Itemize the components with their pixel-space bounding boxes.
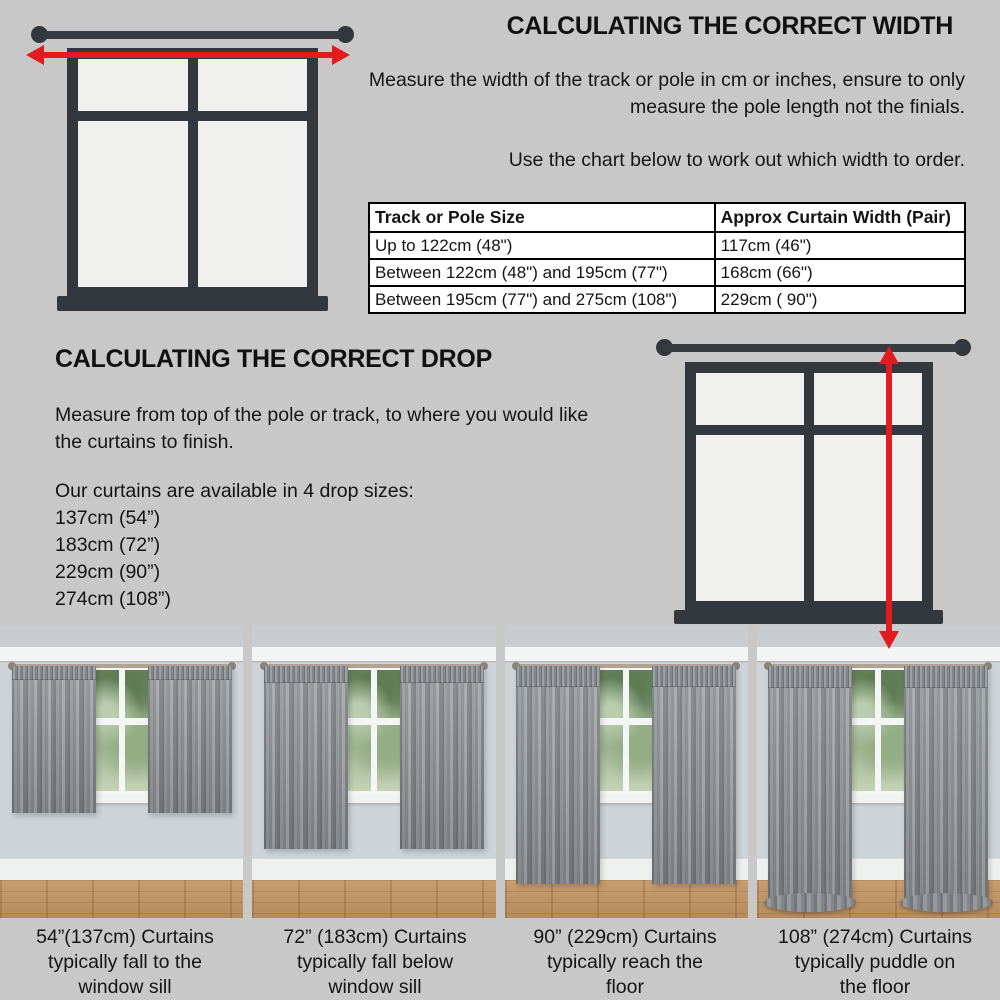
table-header-row [369,203,965,232]
curtain-pole [662,344,960,352]
curtain-length-gallery [0,625,1000,918]
wood-floor [0,880,243,918]
window-rail [596,718,656,725]
table-header-curtain-width: Approx Curtain Width (Pair) [715,203,965,232]
drop-section [55,345,620,613]
caption-90 [500,918,750,1000]
curtain-header [768,666,852,688]
caption-line: 54”(137cm) Curtains [36,926,214,948]
table-cell: Between 122cm (48") and 195cm (77") [369,259,715,286]
baseboard [0,859,243,880]
curtain-photo-72 [252,625,495,918]
drop-sizes-intro: Our curtains are available in 4 drop sizes: [55,480,414,502]
drop-size-item: 183cm (72”) [55,534,161,556]
caption-72 [250,918,500,1000]
drop-sizes-list [55,478,620,613]
curtain-header [264,666,348,683]
photo-window [340,666,408,795]
caption-108 [750,918,1000,1000]
caption-line: window sill [328,976,422,998]
window-rail [848,718,908,725]
curtain-panel-right [400,666,484,849]
drop-heading: CALCULATING THE CORRECT DROP [55,345,492,373]
caption-line: typically reach the [546,951,704,973]
wood-floor [252,880,495,918]
curtain-panel-left [12,666,96,813]
window-mullion [119,670,125,791]
caption-54 [0,918,250,1000]
window-mullion [371,670,377,791]
window-mullion [188,59,198,287]
drop-size-item: 274cm (108”) [55,588,171,610]
arrow-head-right-icon [332,45,350,65]
curtain-panel-right [148,666,232,813]
caption-line: the floor [839,976,911,998]
width-heading: CALCULATING THE CORRECT WIDTH [506,12,953,40]
caption-line: 108” (274cm) Curtains [778,926,972,948]
curtain-header [904,666,988,688]
crown-molding [757,647,1000,661]
curtain-panel-left [516,666,600,884]
baseboard [252,859,495,880]
caption-line: floor [606,976,644,998]
caption-line: typically fall to the [48,951,202,973]
ceiling [0,625,243,647]
curtain-panel-left [768,666,852,903]
ceiling [505,625,748,647]
crown-molding [505,647,748,661]
table-row [369,232,965,259]
window-sill [57,296,328,311]
table-row [369,286,965,313]
photo-window [844,666,912,795]
gallery-captions [0,918,1000,1000]
wood-floor [505,880,748,918]
table-cell: 117cm (46") [715,232,965,259]
curtain-pole [42,31,342,39]
photo-window [592,666,660,795]
window-sill [674,610,943,624]
caption-line: window sill [78,976,172,998]
size-table [368,202,966,314]
drop-size-item: 229cm (90”) [55,561,161,583]
width-section [365,12,965,174]
table-header-track-size: Track or Pole Size [369,203,715,232]
window-rail [344,718,404,725]
curtain-photo-90 [505,625,748,918]
arrow-line [886,360,892,635]
curtain-header [400,666,484,683]
window-mullion [804,373,814,601]
width-illustration [15,8,360,320]
caption-line: typically puddle on [794,951,956,973]
window-frame [67,48,318,298]
curtain-panel-left [264,666,348,849]
curtain-header [148,666,232,680]
window-mullion [875,670,881,791]
caption-line: 90” (229cm) Curtains [533,926,717,948]
arrow-head-down-icon [879,631,899,649]
curtain-header [516,666,600,687]
photo-window [88,666,156,795]
table-cell: 168cm (66") [715,259,965,286]
curtain-panel-right [652,666,736,884]
curtain-panel-right [904,666,988,903]
drop-instruction: Measure from top of the pole or track, to where you would like the curtains to finish. [55,404,589,453]
caption-line: typically fall below [296,951,454,973]
width-instruction-2: Use the chart below to work out which width to order. [508,149,965,171]
table-cell: Between 195cm (77") and 275cm (108") [369,286,715,313]
drop-illustration [645,335,975,665]
drop-size-item: 137cm (54”) [55,507,161,529]
crown-molding [252,647,495,661]
curtain-photo-108 [757,625,1000,918]
table-cell: 229cm ( 90") [715,286,965,313]
arrow-line [40,52,336,58]
drop-measure-arrow-icon [879,346,899,649]
table-row [369,259,965,286]
width-instruction-1: Measure the width of the track or pole in cm or inches, ensure to only measure the pole length not the finials. [368,69,965,118]
ceiling [252,625,495,647]
caption-line: 72” (183cm) Curtains [283,926,467,948]
table-cell: Up to 122cm (48") [369,232,715,259]
curtain-puddle-right [900,893,992,912]
curtain-header [652,666,736,687]
curtain-header [12,666,96,680]
window-rail [92,718,152,725]
window-mullion [623,670,629,791]
curtain-photo-54 [0,625,243,918]
width-measure-arrow-icon [26,45,350,65]
crown-molding [0,647,243,661]
